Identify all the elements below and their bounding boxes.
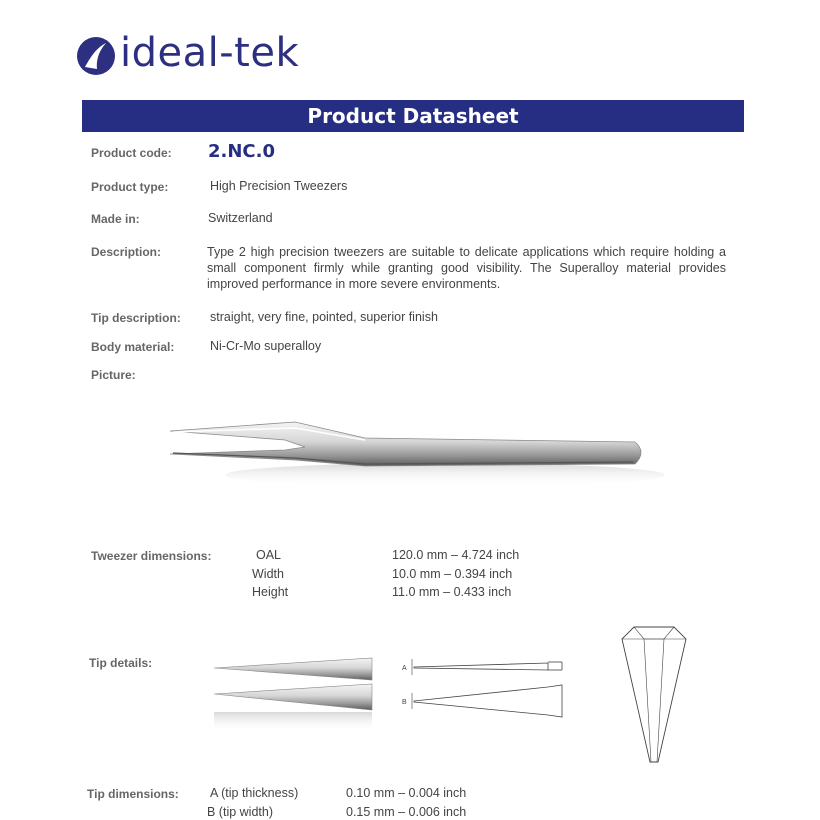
tip-dimension-name-a: A (tip thickness): [210, 786, 299, 800]
description-label: Description:: [91, 245, 162, 259]
picture-label: Picture:: [91, 368, 136, 382]
page-title: Product Datasheet: [307, 104, 519, 128]
product-code-label: Product code:: [91, 146, 172, 160]
tweezer-picture: [165, 410, 655, 495]
tip-side-diagram: [398, 655, 568, 720]
body-material-label: Body material:: [91, 340, 175, 354]
dimension-value-oal: 120.0 mm – 4.724 inch: [392, 548, 520, 562]
ideal-tek-logo-icon: [76, 36, 116, 76]
product-type-label: Product type:: [91, 180, 169, 194]
tip-details-label: Tip details:: [89, 656, 153, 670]
dimension-name-oal: OAL: [256, 548, 282, 562]
tip-dimensions-label: Tip dimensions:: [87, 787, 179, 801]
marker-b: B: [402, 699, 407, 706]
dimension-value-height: 11.0 mm – 0.433 inch: [392, 585, 512, 599]
dimension-value-width: 10.0 mm – 0.394 inch: [392, 567, 513, 581]
product-type-value: High Precision Tweezers: [210, 179, 348, 193]
made-in-label: Made in:: [91, 212, 140, 226]
tip-profile-diagram: [618, 625, 690, 765]
description-value: Type 2 high precision tweezers are suitable to delicate applications which require holding a small component firmly while granting good visibility. The Superalloy material provides improved performance in more severe environments.: [207, 245, 726, 291]
tip-description-label: Tip description:: [91, 311, 181, 325]
product-code-value: 2.NC.0: [208, 141, 275, 162]
marker-a: A: [402, 665, 407, 672]
dimension-name-width: Width: [252, 567, 284, 581]
logo-text: ideal-tek: [120, 30, 300, 76]
tweezer-dimensions-label: Tweezer dimensions:: [91, 549, 212, 563]
tip-dimension-value-a: 0.10 mm – 0.004 inch: [346, 786, 467, 800]
dimension-name-height: Height: [252, 585, 289, 599]
title-bar: [82, 100, 744, 132]
tip-dimension-name-b: B (tip width): [207, 805, 273, 819]
tip-photo: [212, 650, 372, 735]
tip-dimension-value-b: 0.15 mm – 0.006 inch: [346, 805, 467, 819]
tip-description-value: straight, very fine, pointed, superior finish: [210, 310, 438, 324]
made-in-value: Switzerland: [208, 211, 273, 225]
body-material-value: Ni-Cr-Mo superalloy: [210, 339, 322, 353]
